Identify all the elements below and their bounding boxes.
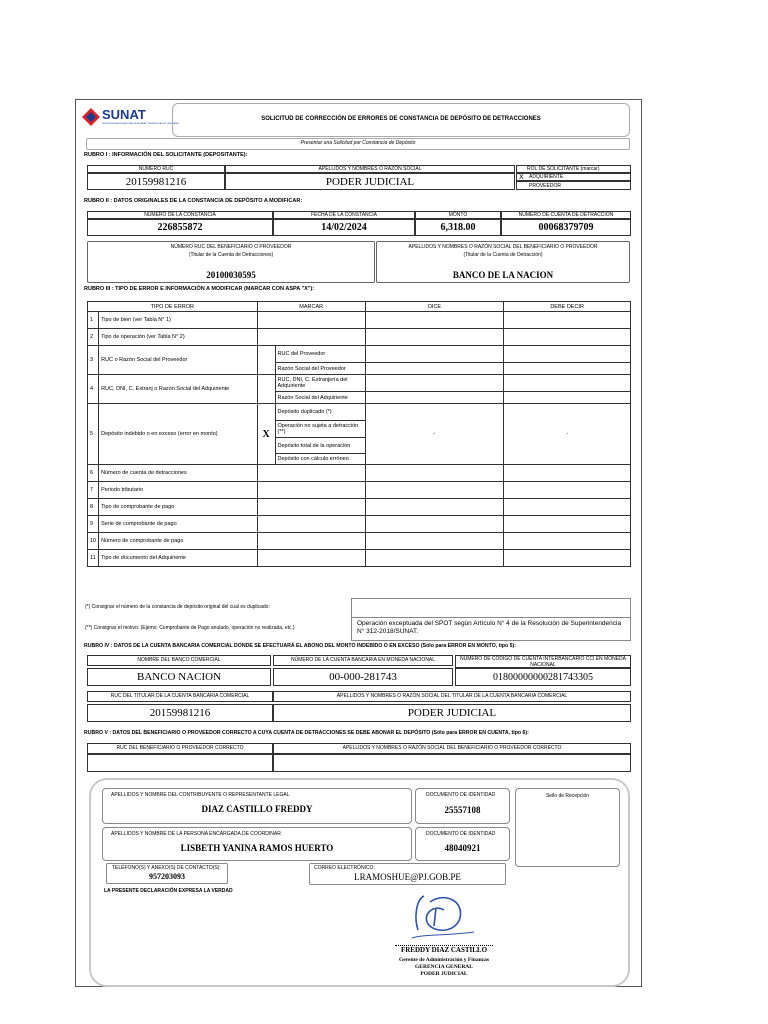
stamp-name: FREDDY DIAZ CASTILLO bbox=[395, 945, 493, 955]
rep-box: APELLIDOS Y NOMBRE DEL CONTRIBUYENTE O REPRESENTANTE LEGAL DIAZ CASTILLO FREDDY bbox=[102, 788, 412, 824]
banco-value-cell bbox=[87, 668, 271, 686]
signature-stamp bbox=[334, 939, 554, 978]
title-box bbox=[172, 103, 630, 137]
table-row: 10 Número de comprobante de pago bbox=[88, 533, 631, 550]
tel-box: TELÉFONO(S) Y ANEXO(S) DE CONTACTO(S): 957203093 bbox=[106, 863, 228, 884]
monto-value-cell bbox=[415, 219, 501, 236]
const-label-cell: NÚMERO DE LA CONSTANCIA bbox=[87, 211, 273, 219]
monto-value: 6,318.00 bbox=[440, 222, 476, 233]
table-row: 4 RUC, DNI, C. Extranj o Razón Social del Adquiriente RUC, DNI, C. Extranjería del Adquiriente bbox=[88, 375, 631, 392]
rol-adquiriente-cell bbox=[516, 173, 631, 181]
rol-proveedor-cell bbox=[516, 181, 631, 190]
ruc-titular-value: 20159981216 bbox=[149, 707, 211, 719]
document-page bbox=[75, 99, 642, 987]
ruc-label-cell: NÚMERO RUC bbox=[87, 165, 225, 173]
table-row: 8 Tipo de comprobante de pago bbox=[88, 499, 631, 516]
table-row: 6 Número de cuenta de detracciones bbox=[88, 465, 631, 482]
email-box: CORREO ELECTRÓNICO: LRAMOSHUE@PJ.GOB.PE bbox=[309, 863, 506, 885]
rol-proveedor: PROVEEDOR bbox=[529, 183, 561, 189]
header-marcar: MARCAR bbox=[257, 302, 365, 312]
table-row: 7 Periodo tributario bbox=[88, 482, 631, 499]
note1-box bbox=[351, 598, 631, 618]
note1: (*) Consignar el número de la constancia de depósito original del cual es duplicado: bbox=[85, 604, 270, 610]
cuenta-detraccion-value: 00068379709 bbox=[538, 222, 594, 233]
subtitle-box bbox=[86, 138, 630, 150]
ruc-value-cell bbox=[87, 173, 225, 190]
header-debe-decir: DEBE DECIR bbox=[504, 302, 631, 312]
tel-value: 957203093 bbox=[149, 872, 185, 881]
form-title: SOLICITUD DE CORRECCIÓN DE ERRORES DE CONSTANCIA DE DEPÓSITO DE DETRACCIONES bbox=[261, 116, 541, 122]
table-row: 2 Tipo de operación (ver Tabla N° 2) bbox=[88, 329, 631, 346]
sello-box: Sello de Recepción bbox=[515, 788, 620, 867]
razon-benef-box: APELLIDOS Y NOMBRES O RAZÓN SOCIAL DEL BENEFICIARIO O PROVEEDOR (Titular de la Cuenta de Detracción) BANCO DE LA NACION bbox=[376, 241, 630, 283]
header-tipo-error: TIPO DE ERROR bbox=[88, 302, 258, 312]
monto-label-cell: MONTO bbox=[415, 211, 501, 219]
solicitante-name: PODER JUDICIAL bbox=[325, 176, 415, 188]
rubro1-title: RUBRO I : INFORMACIÓN DEL SOLICITANTE (DEPOSITANTE): bbox=[84, 152, 248, 158]
table-row: 9 Serie de comprobante de pago bbox=[88, 516, 631, 533]
cuenta-label-cell: NÚMERO DE CUENTA DE DETRACCIÓN bbox=[501, 211, 631, 219]
table-row: 5 Depósito indebido o en exceso (error en monto) X Depósito duplicado (*) - - bbox=[88, 404, 631, 421]
note2: (**) Consignar el motivo: (Ejemo: Comprobante de Pago anulado, operación no realizada, etc.) bbox=[85, 625, 295, 631]
declaration: LA PRESENTE DECLARACIÓN EXPRESA LA VERDAD bbox=[104, 888, 233, 894]
ruc-benef-box: NÚMERO RUC DEL BENEFICIARIO O PROVEEDOR (Titular de la Cuenta de Detracciones) 20100030595 bbox=[87, 241, 375, 283]
banco-label-cell: NOMBRE DEL BANCO COMERCIAL bbox=[87, 655, 271, 666]
ruc-benef-value: 20100030595 bbox=[206, 270, 256, 280]
stamp-line1: Gerente de Administración y Finanzas bbox=[398, 957, 490, 963]
rubro5-title: RUBRO V : DATOS DEL BENEFICIARIO O PROVEEDOR CORRECTO A CUYA CUENTA DE DETRACCIONES SE DEBE ABONAR EL DEPÓSITO (Sólo para ERROR EN CUENTA, tipo 6): bbox=[84, 730, 529, 736]
cuenta-bancaria-value-cell bbox=[273, 668, 453, 686]
cuenta-bancaria-value: 00-000-281743 bbox=[329, 671, 397, 683]
logo-subtext: SUPERINTENDENCIA NACIONAL DE ADUANAS Y ADMINISTRACIÓN TRIBUTARIA bbox=[102, 123, 179, 125]
fecha-value-cell bbox=[273, 219, 415, 236]
razon-titular-value-cell bbox=[273, 704, 631, 722]
stamp-line2: GERENCIA GENERAL bbox=[415, 964, 473, 970]
name-label-cell: APELLIDOS Y NOMBRES O RAZÓN SOCIAL bbox=[225, 165, 515, 173]
fecha-value: 14/02/2024 bbox=[321, 222, 367, 233]
deposito-mark: X bbox=[257, 404, 275, 465]
header-dice: DICE bbox=[365, 302, 503, 312]
table-row: 1 Tipo de bien (ver Tabla N° 1) bbox=[88, 312, 631, 329]
razon-correcto-label-cell: APELLIDOS Y NOMBRES O RAZÓN SOCIAL DEL BENEFICIARIO O PROVEEDOR CORRECTO bbox=[273, 743, 631, 754]
razon-titular-label-cell: APELLIDOS Y NOMBRES O RAZÓN SOCIAL DEL TITULAR DE LA CUENTA BANCARIA COMERCIAL bbox=[273, 691, 631, 702]
rol-label-cell: ROL DE SOLICITANTE (marcar) bbox=[516, 165, 631, 173]
doc2-value: 48040921 bbox=[444, 843, 481, 853]
ruc-correcto-label-cell: RUC DEL BENEFICIARIO O PROVEEDOR CORRECTO bbox=[87, 743, 273, 754]
sunat-logo bbox=[81, 105, 179, 129]
rubro4-title: RUBRO IV : DATOS DE LA CUENTA BANCARIA COMERCIAL DONDE SE EFECTUARÁ EL ABONO DEL MONTO INDEBIDO O EN EXCESO (Sólo para ERROR EN MONTO, tipo 5): bbox=[84, 643, 516, 649]
name-value-cell bbox=[225, 173, 515, 190]
doc1-box: DOCUMENTO DE IDENTIDAD 25557108 bbox=[415, 788, 510, 824]
rol-adquiriente: ADQUIRIENTE bbox=[529, 174, 564, 180]
razon-titular-value: PODER JUDICIAL bbox=[407, 707, 497, 719]
fecha-label-cell: FECHA DE LA CONSTANCIA bbox=[273, 211, 415, 219]
enc-value: LISBETH YANINA RAMOS HUERTO bbox=[180, 843, 334, 853]
note2-value: Operación exceptuada del SPOT según Artículo N° 4 de la Resolución de Superintendencia N° 312-2018/SUNAT. bbox=[357, 620, 622, 635]
enc-box: APELLIDOS Y NOMBRE DE LA PERSONA ENCARGADA DE COORDINAR LISBETH YANINA RAMOS HUERTO bbox=[102, 827, 412, 861]
cuenta-bancaria-label-cell: NÚMERO DE LA CUENTA BANCARIA EN MONEDA NACIONAL bbox=[273, 655, 453, 666]
logo-text: SUNAT bbox=[102, 107, 146, 122]
rubro3-title: RUBRO III : TIPO DE ERROR E INFORMACIÓN A MODIFICAR (MARCAR CON ASPA "X"): bbox=[84, 286, 315, 292]
sunat-logo-icon bbox=[81, 107, 101, 127]
email-value: LRAMOSHUE@PJ.GOB.PE bbox=[354, 872, 461, 882]
cci-value-cell bbox=[455, 668, 631, 686]
error-table: TIPO DE ERROR MARCAR DICE DEBE DECIR 1 Tipo de bien (ver Tabla N° 1) 2 Tipo de operación (ver Tabla N° 2) 3 RUC o Razón Social del Proveedor RUC del Proveedor Razón Social del Proveedor 4 RUC, DNI, C. Extranj o Razón Social del Adquiriente RUC, DNI, C. Extranjería del Adquiriente Razón Social del Adquiriente 5 Depósito indebido o en exceso (error en monto) X Depósito duplicado (*) - - Operación no sujeta a detracción (**) Depósito total de la operación Depósito con cálculo erróneo 6 Número de cuenta de detracciones 7 Periodo tributario 8 Tipo de comprobante de pago 9 Serie de comprobante de pago 10 Número de comprobante de pago 11 Tipo de documento del Adquiriente bbox=[87, 301, 631, 567]
razon-correcto-value-cell bbox=[273, 754, 631, 772]
rubro2-title: RUBRO II : DATOS ORIGINALES DE LA CONSTANCIA DE DEPÓSITO A MODIFICAR: bbox=[84, 198, 303, 204]
ruc-correcto-value-cell bbox=[87, 754, 273, 772]
constancia-value: 226855872 bbox=[157, 222, 203, 233]
table-row: 11 Tipo de documento del Adquiriente bbox=[88, 550, 631, 567]
table-row: 3 RUC o Razón Social del Proveedor RUC del Proveedor bbox=[88, 346, 631, 363]
banco-value: BANCO NACION bbox=[136, 671, 222, 683]
ruc-titular-value-cell bbox=[87, 704, 273, 722]
cci-value: 01800000000281743305 bbox=[493, 672, 593, 683]
rep-value: DIAZ CASTILLO FREDDY bbox=[201, 804, 313, 814]
rol-mark: X bbox=[519, 174, 524, 181]
ruc-titular-label-cell: RUC DEL TITULAR DE LA CUENTA BANCARIA COMERCIAL bbox=[87, 691, 273, 702]
cuenta-value-cell bbox=[501, 219, 631, 236]
doc1-value: 25557108 bbox=[444, 805, 481, 815]
razon-benef-value: BANCO DE LA NACION bbox=[452, 270, 554, 280]
const-value-cell bbox=[87, 219, 273, 236]
note2-box bbox=[351, 617, 631, 641]
stamp-line3: PODER JUDICIAL bbox=[420, 971, 468, 977]
ruc-value: 20159981216 bbox=[125, 176, 187, 188]
doc2-box: DOCUMENTO DE IDENTIDAD 48040921 bbox=[415, 827, 510, 861]
cci-label-cell: NÚMERO DE CÓDIGO DE CUENTA INTERBANCARIO CCI EN MONEDA NACIONAL bbox=[455, 655, 631, 668]
form-subtitle: Presentar una Solicitud por Constancia de Depósito bbox=[300, 140, 416, 146]
